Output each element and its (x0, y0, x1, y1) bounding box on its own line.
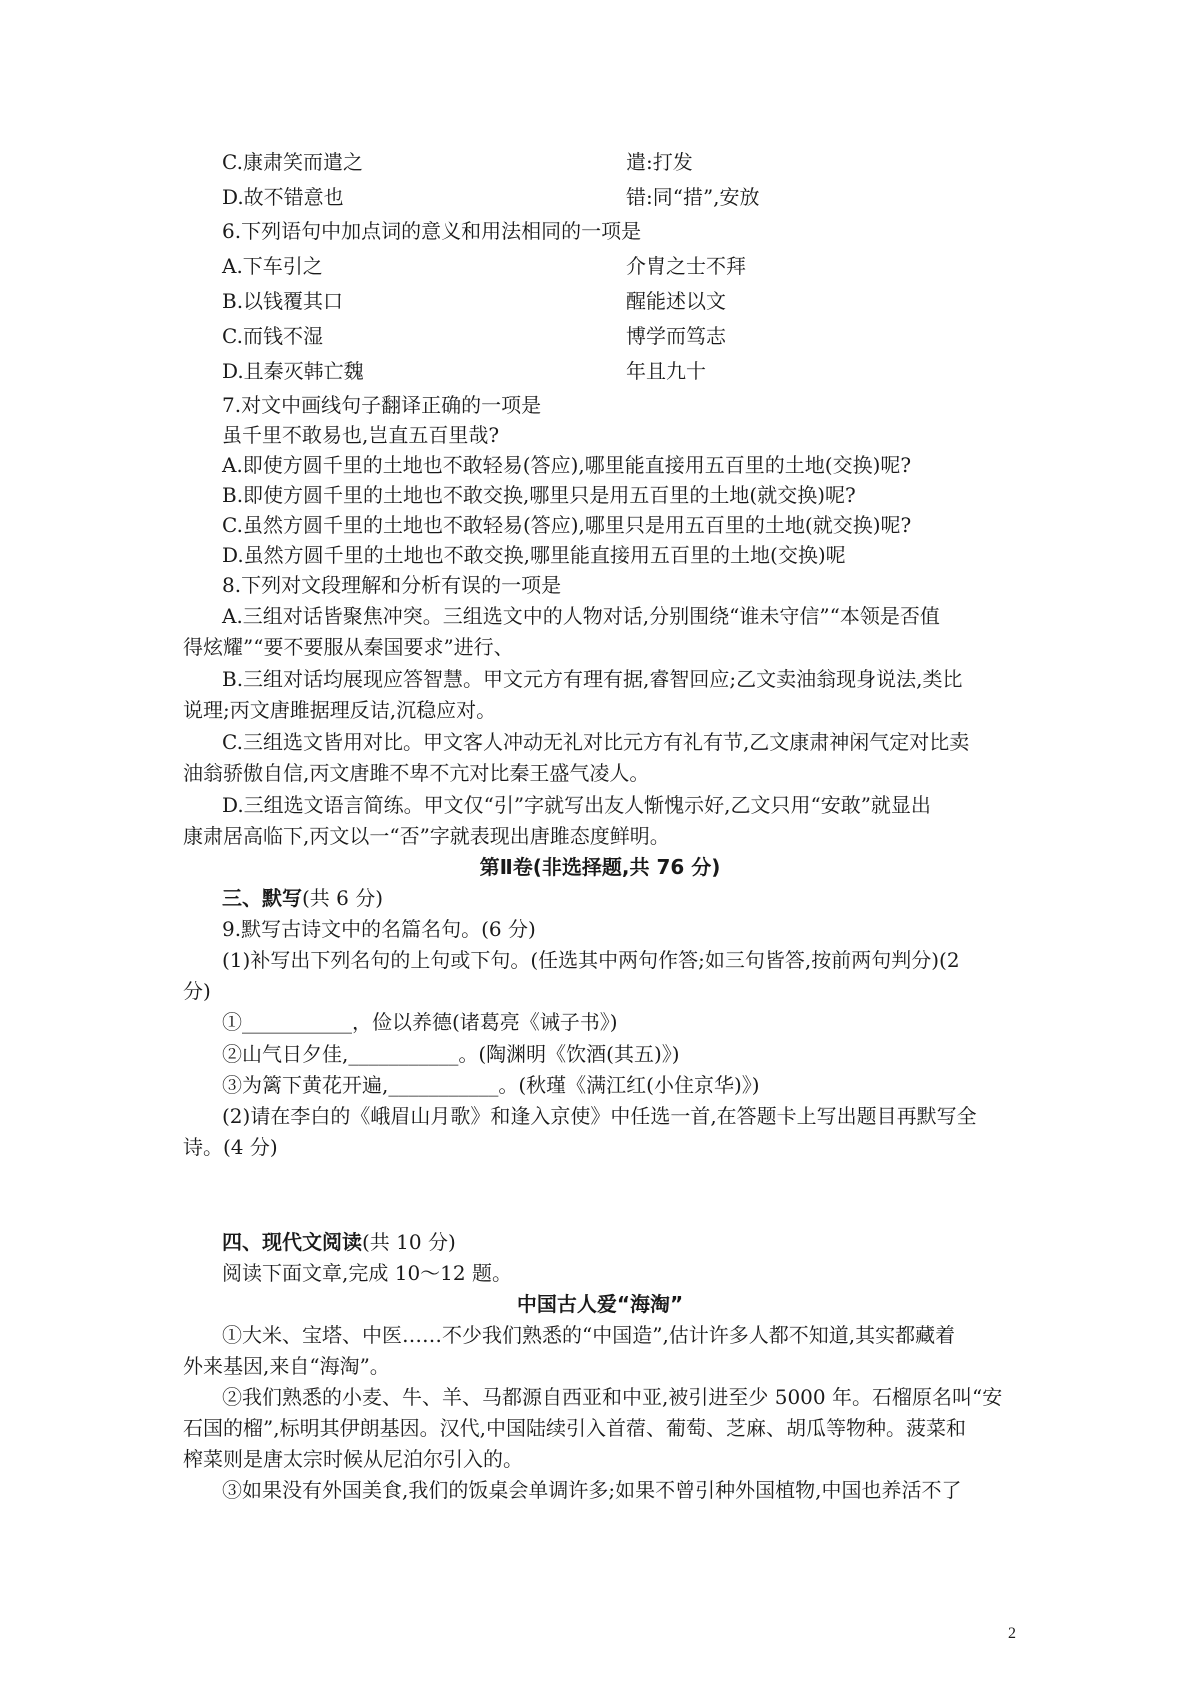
q8-option-a-line1: A.三组对话皆聚焦冲突。三组选文中的人物对话,分别围绕“谁未守信”“本领是否值 (222, 604, 940, 628)
q9-blank-3: ③为篱下黄花开遍,___________。(秋瑾《满江红(小住京华)》) (222, 1073, 760, 1097)
q9-sub2-line2: 诗。(4 分) (183, 1135, 278, 1159)
section-three-heading (222, 885, 383, 911)
q6-option-b-compare: 醒能述以文 (626, 289, 726, 313)
q6-option-a-text: A.下车引之 (222, 254, 323, 278)
q6-option-d (222, 358, 706, 384)
q6-option-a (222, 253, 746, 279)
q6-option-b-text: B.以钱覆其口 (222, 289, 344, 313)
q9-blank-2: ②山气日夕佳,___________。(陶渊明《饮酒(其五)》) (222, 1042, 680, 1066)
q6-option-d-text: D.且秦灭韩亡魏 (222, 359, 364, 383)
q9-stem: 9.默写古诗文中的名篇名句。(6 分) (222, 917, 536, 941)
section-four-heading (222, 1229, 456, 1255)
section-four-points: (共 10 分) (362, 1230, 456, 1254)
article-p3-line1: ③如果没有外国美食,我们的饭桌会单调许多;如果不曾引种外国植物,中国也养活不了 (222, 1478, 962, 1502)
reading-instruction: 阅读下面文章,完成 10～12 题。 (222, 1261, 512, 1285)
q5-option-c-gloss: 遣:打发 (626, 150, 693, 174)
article-p1-line1: ①大米、宝塔、中医……不少我们熟悉的“中国造”,估计许多人都不知道,其实都藏着 (222, 1323, 956, 1347)
q5-option-c-text: C.康肃笑而遣之 (222, 150, 363, 174)
q5-option-d (222, 184, 760, 210)
section-three-title: 三、默写 (222, 886, 302, 910)
q8-option-c-line2: 油翁骄傲自信,丙文唐雎不卑不亢对比秦王盛气凌人。 (183, 761, 650, 785)
q6-option-c (222, 323, 726, 349)
q7-option-c: C.虽然方圆千里的土地也不敢轻易(答应),哪里只是用五百里的土地(就交换)呢? (222, 513, 912, 537)
q6-option-d-compare: 年且九十 (626, 359, 706, 383)
q5-option-c (222, 149, 693, 175)
section-three-points: (共 6 分) (302, 886, 384, 910)
q6-option-c-compare: 博学而笃志 (626, 324, 726, 348)
q9-sub2-line1: (2)请在李白的《峨眉山月歌》和逢入京使》中任选一首,在答题卡上写出题目再默写全 (222, 1104, 977, 1128)
section-four-title: 四、现代文阅读 (222, 1230, 362, 1254)
q6-option-b (222, 288, 726, 314)
q6-option-c-text: C.而钱不湿 (222, 324, 323, 348)
article-p1-line2: 外来基因,来自“海淘”。 (183, 1354, 390, 1378)
part-two-title: 第Ⅱ卷(非选择题,共 76 分) (479, 855, 721, 879)
page-number: 2 (1008, 1625, 1016, 1642)
q7-stem: 7.对文中画线句子翻译正确的一项是 (222, 393, 542, 417)
q8-option-d-line2: 康肃居高临下,丙文以一“否”字就表现出唐雎态度鲜明。 (183, 824, 670, 848)
article-title: 中国古人爱“海淘” (516, 1292, 684, 1316)
q9-blank-1: ①___________，俭以养德(诸葛亮《诫子书》) (222, 1010, 618, 1034)
article-p2-line1: ②我们熟悉的小麦、牛、羊、马都源自西亚和中亚,被引进至少 5000 年。石榴原名叫“安 (222, 1385, 1003, 1409)
q6-stem: 6.下列语句中加点词的意义和用法相同的一项是 (222, 219, 642, 243)
q6-option-a-compare: 介胄之士不拜 (626, 254, 746, 278)
q7-option-b: B.即使方圆千里的土地也不敢交换,哪里只是用五百里的土地(就交换)呢? (222, 483, 856, 507)
q5-option-d-text: D.故不错意也 (222, 185, 344, 209)
q9-sub1-line1: (1)补写出下列名句的上句或下句。(任选其中两句作答;如三句皆答,按前两句判分)(2 (222, 948, 960, 972)
q5-option-d-gloss: 错:同“措”,安放 (626, 185, 760, 209)
article-p2-line2: 石国的榴”,标明其伊朗基因。汉代,中国陆续引入首蓿、葡萄、芝麻、胡瓜等物种。菠菜和 (183, 1416, 966, 1440)
q8-option-a-line2: 得炫耀”“要不要服从秦国要求”进行、 (183, 635, 514, 659)
q7-option-d: D.虽然方圆千里的土地也不敢交换,哪里能直接用五百里的土地(交换)呢 (222, 543, 846, 567)
q9-sub1-line2: 分) (183, 979, 211, 1003)
q8-option-c-line1: C.三组选文皆用对比。甲文客人冲动无礼对比元方有礼有节,乙文康肃神闲气定对比卖 (222, 730, 970, 754)
q7-option-a: A.即使方圆千里的土地也不敢轻易(答应),哪里能直接用五百里的土地(交换)呢? (222, 453, 912, 477)
q8-option-d-line1: D.三组选文语言简练。甲文仅“引”字就写出友人惭愧示好,乙文只用“安敢”就显出 (222, 793, 931, 817)
article-p2-line3: 榨菜则是唐太宗时候从尼泊尔引入的。 (183, 1447, 523, 1471)
q8-stem: 8.下列对文段理解和分析有误的一项是 (222, 573, 562, 597)
q8-option-b-line1: B.三组对话均展现应答智慧。甲文元方有理有据,睿智回应;乙文卖油翁现身说法,类比 (222, 667, 963, 691)
q7-sentence: 虽千里不敢易也,岂直五百里哉? (222, 423, 500, 447)
q8-option-b-line2: 说理;丙文唐雎据理反诘,沉稳应对。 (183, 698, 497, 722)
